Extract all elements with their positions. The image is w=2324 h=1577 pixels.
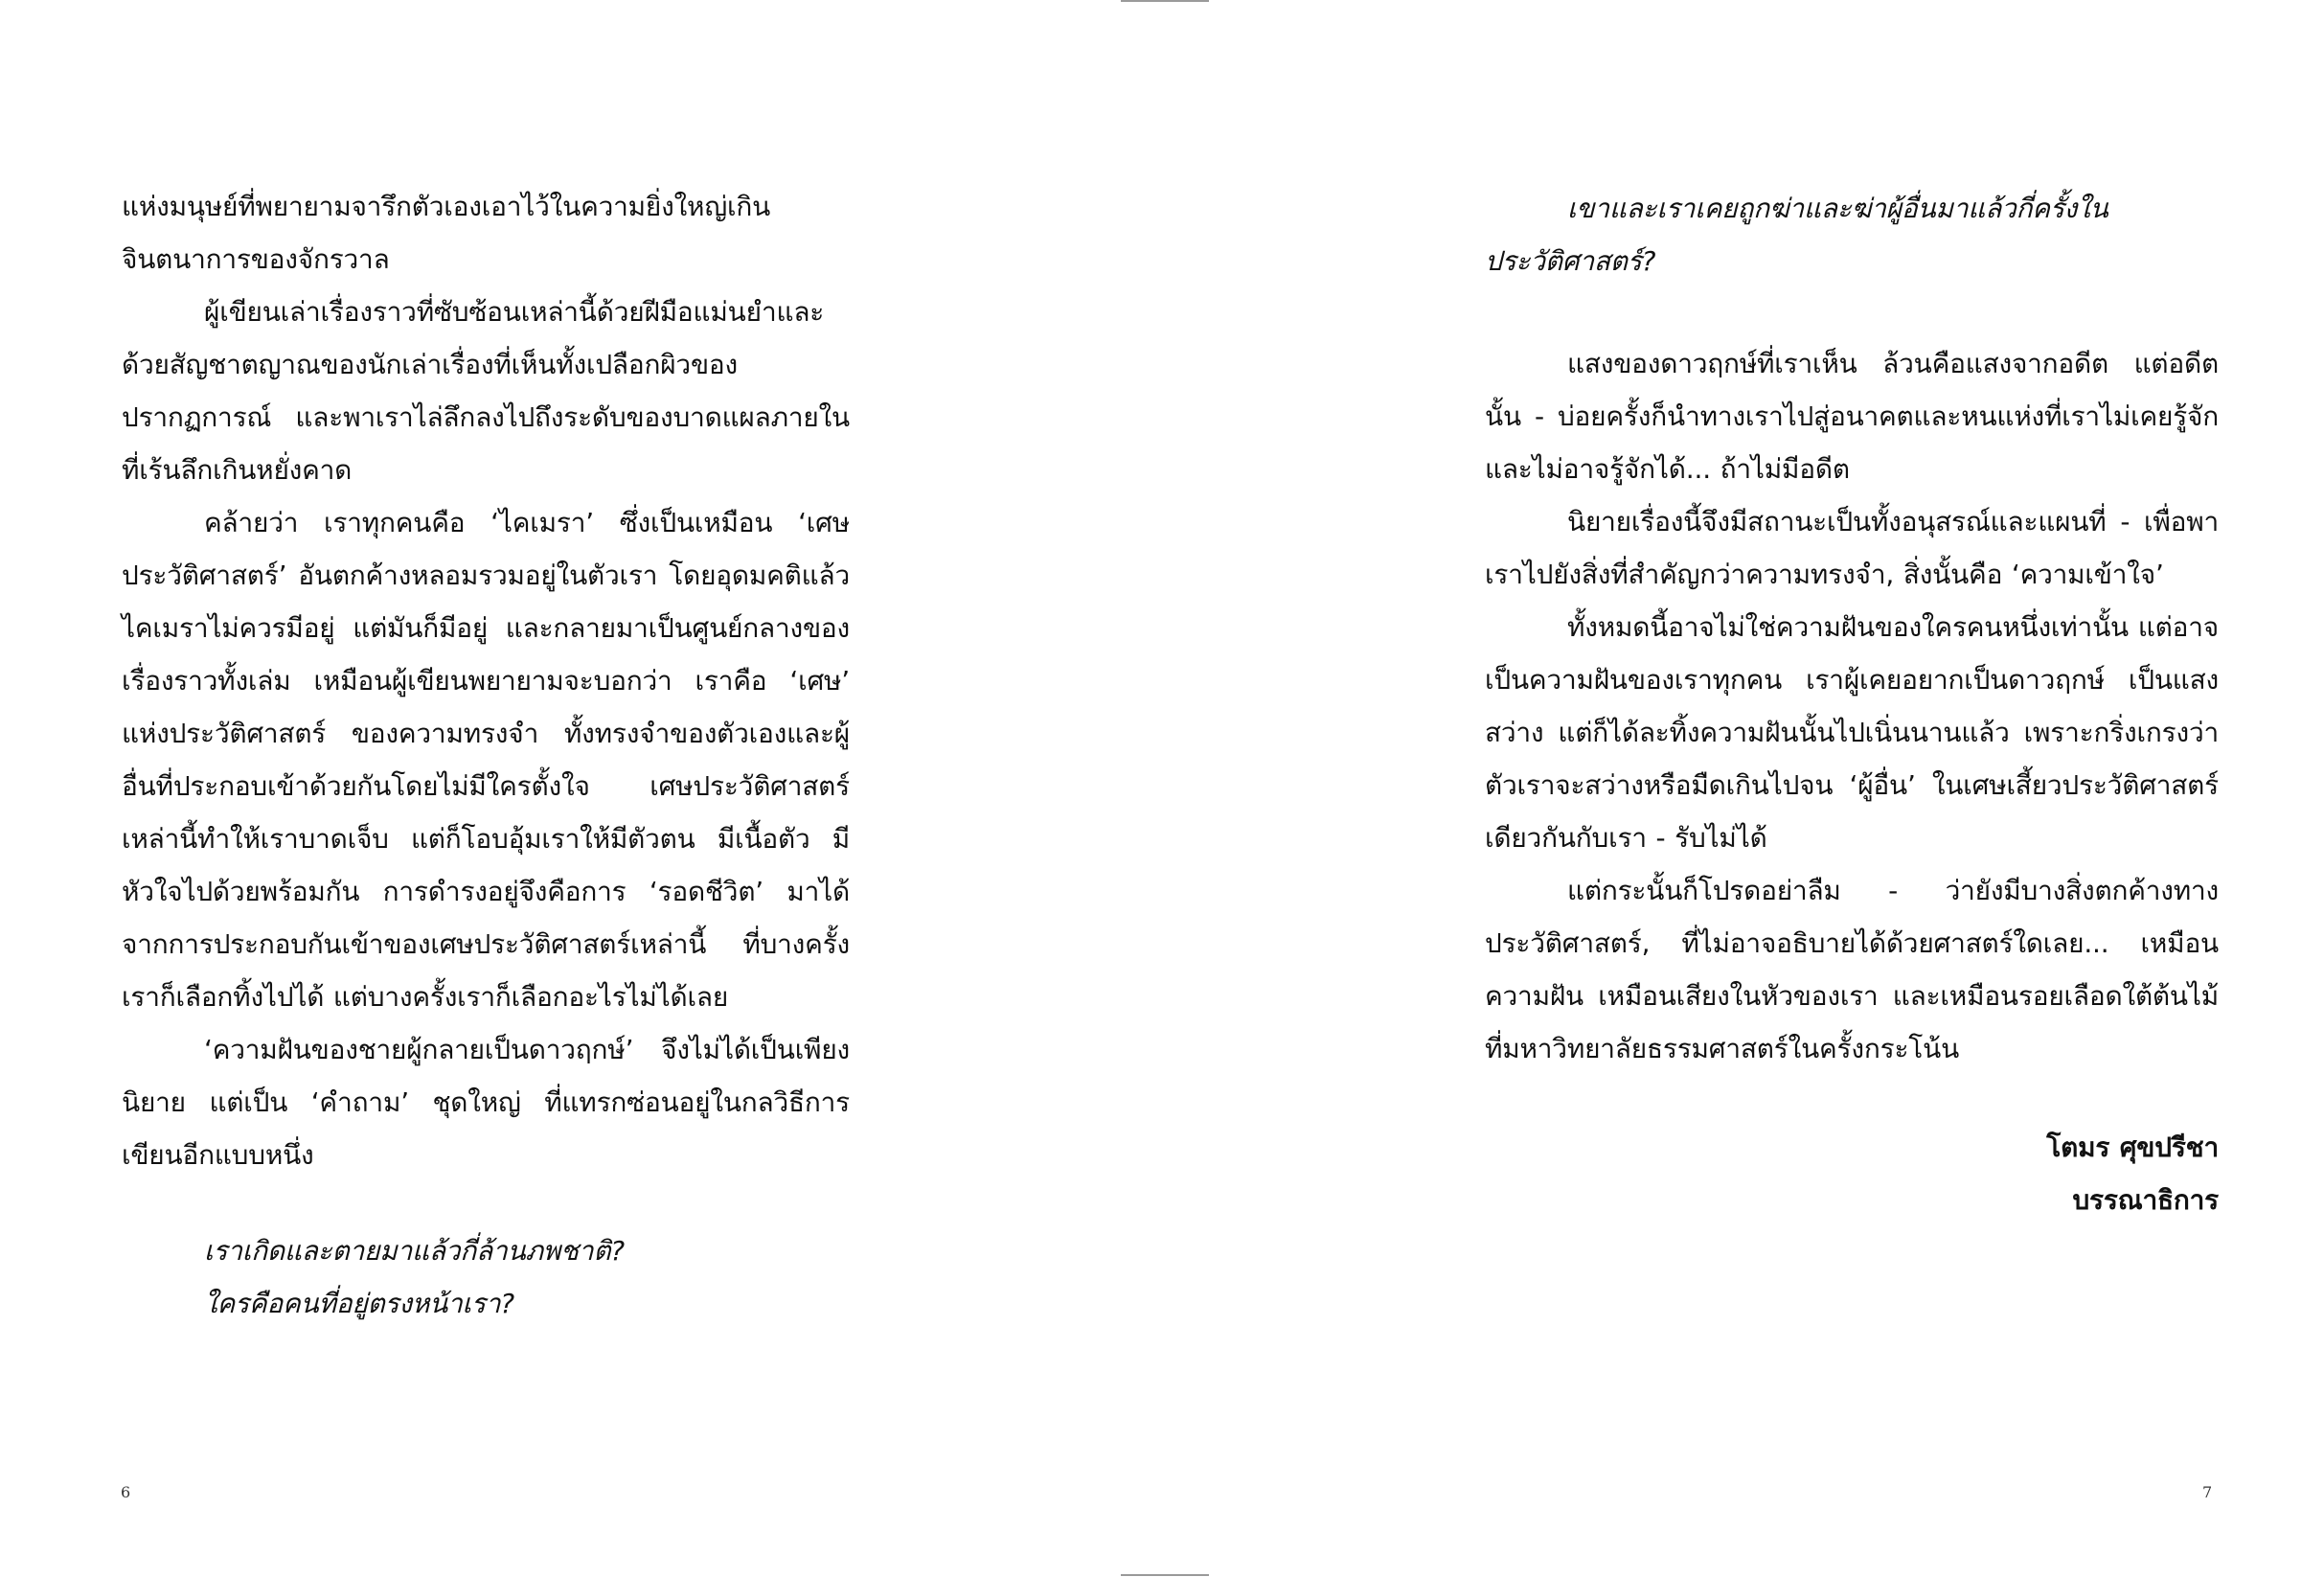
signature-role: บรรณาธิการ (2072, 1184, 2219, 1216)
right-paragraph-4: แต่กระนั้นก็โปรดอย่าลืม - ว่ายังมีบางสิ่งตกค้างทางประวัติศาสตร์, ที่ไม่อาจอธิบายได้ด้วยศาสตร์ใดเลย... เหมือนความฝัน เหมือนเสียงในหัวของเรา และเหมือนรอยเลือดใต้ต้นไม้ที่มหาวิทยาลัยธรรมศาสตร์ในครั้งกระโน้น (1485, 875, 2219, 1064)
left-quote-line-2: ใครคือคนที่อยู่ตรงหน้าเรา? (204, 1288, 514, 1319)
signature-block (1485, 1121, 2219, 1226)
page-number-right: 7 (2202, 1483, 2213, 1501)
signature-name: โตมร ศุขปรีชา (2046, 1131, 2219, 1163)
right-paragraph-1: แสงของดาวฤกษ์ที่เราเห็น ล้วนคือแสงจากอดีต แต่อดีตนั้น - บ่อยครั้งก็นำทางเราไปสู่อนาคตและหนแห่งที่เราไม่เคยรู้จักและไม่อาจรู้จักได้... ถ้าไม่มีอดีต (1485, 348, 2219, 485)
left-paragraph-2: ผู้เขียนเล่าเรื่องราวที่ซับซ้อนเหล่านี้ด้วยฝีมือแม่นยำและด้วยสัญชาตญาณของนักเล่าเรื่องที่เห็นทั้งเปลือกผิวของปรากฏการณ์ และพาเราไล่ลึกลงไปถึงระดับของบาดแผลภายในที่เร้นลึกเกินหยั่งคาด (122, 296, 850, 486)
left-paragraph-4: ‘ความฝันของชายผู้กลายเป็นดาวฤกษ์’ จึงไม่ได้เป็นเพียงนิยาย แต่เป็น ‘คำถาม’ ชุดใหญ่ ที่แทรกซ่อนอยู่ในกลวิธีการเขียนอีกแบบหนึ่ง (122, 1034, 850, 1171)
right-page (1162, 0, 2324, 1577)
right-paragraph-2: นิยายเรื่องนี้จึงมีสถานะเป็นทั้งอนุสรณ์และแผนที่ - เพื่อพาเราไปยังสิ่งที่สำคัญกว่าความทรงจำ, สิ่งนั้นคือ ‘ความเข้าใจ’ (1485, 506, 2219, 590)
left-paragraph-3: คล้ายว่า เราทุกคนคือ ‘ไคเมรา’ ซึ่งเป็นเหมือน ‘เศษประวัติศาสตร์’ อันตกค้างหลอมรวมอยู่ในตัวเรา โดยอุดมคติแล้ว ไคเมราไม่ควรมีอยู่ แต่มันก็มีอยู่ และกลายมาเป็นศูนย์กลางของเรื่องราวทั้งเล่ม เหมือนผู้เขียนพยายามจะบอกว่า เราคือ ‘เศษ’ แห่งประวัติศาสตร์ ของความทรงจำ ทั้งทรงจำของตัวเองและผู้อื่นที่ประกอบเข้าด้วยกันโดยไม่มีใครตั้งใจ เศษประวัติศาสตร์เหล่านี้ทำให้เราบาดเจ็บ แต่ก็โอบอุ้มเราให้มีตัวตน มีเนื้อตัว มีหัวใจไปด้วยพร้อมกัน การดำรงอยู่จึงคือการ ‘รอดชีวิต’ มาได้จากการประกอบกันเข้าของเศษประวัติศาสตร์เหล่านี้ ที่บางครั้งเราก็เลือกทิ้งไปได้ แต่บางครั้งเราก็เลือกอะไรไม่ได้เลย (122, 507, 850, 1013)
right-quote (1485, 182, 2219, 287)
left-quote-line-1: เราเกิดและตายมาแล้วกี่ล้านภพชาติ? (204, 1235, 625, 1267)
right-page-text (1485, 182, 2219, 1226)
left-page-text (122, 180, 850, 1330)
right-quote-text: เขาและเราเคยถูกฆ่าและฆ่าผู้อื่นมาแล้วกี่ครั้งในประวัติศาสตร์? (1485, 193, 2108, 277)
left-paragraph-1: แห่งมนุษย์ที่พยายามจารึกตัวเองเอาไว้ในความยิ่งใหญ่เกินจินตนาการของจักรวาล (122, 191, 771, 275)
right-paragraph-3: ทั้งหมดนี้อาจไม่ใช่ความฝันของใครคนหนึ่งเท่านั้น แต่อาจเป็นความฝันของเราทุกคน เราผู้เคยอยากเป็นดาวฤกษ์ เป็นแสงสว่าง แต่ก็ได้ละทิ้งความฝันนั้นไปเนิ่นนานแล้ว เพราะกริ่งเกรงว่าตัวเราจะสว่างหรือมืดเกินไปจน ‘ผู้อื่น’ ในเศษเสี้ยวประวัติศาสตร์เดียวกันกับเรา - รับไม่ได้ (1485, 611, 2219, 854)
page-number-left: 6 (121, 1483, 131, 1501)
left-quote (122, 1224, 850, 1330)
